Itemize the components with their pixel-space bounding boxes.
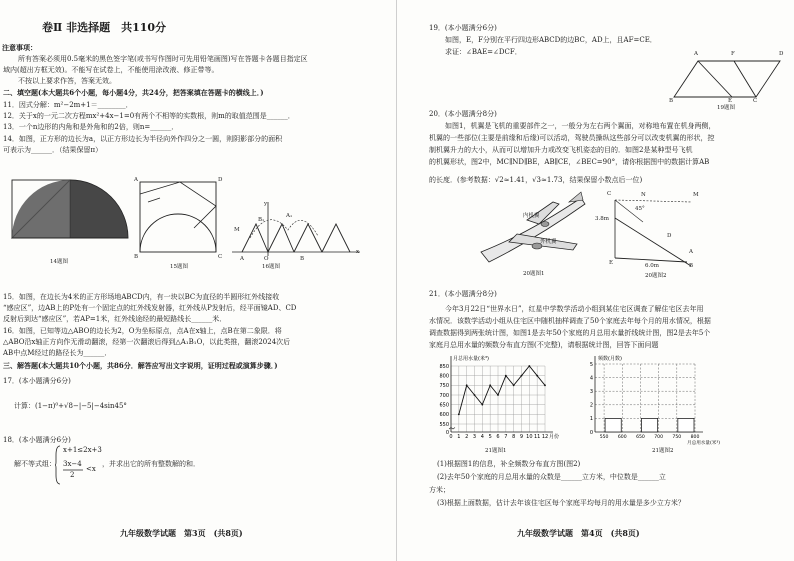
fig20-2-label-length-2: 6.0m: [645, 263, 659, 269]
y-axis-label: 频数(月数): [598, 356, 622, 362]
histogram-bar: [678, 418, 694, 432]
fig19-label-e: E: [728, 98, 733, 104]
question-17-title: 17．(本小题满分6分): [3, 377, 71, 385]
fig19-label-f: F: [731, 51, 735, 57]
question-15-line-3: 反射后到达“感应区”，若AP=1米，红外线途经的最短路线长______米．: [3, 315, 227, 323]
question-21-part-2-cont: 方米；: [429, 486, 450, 494]
notes-line-1: 所有答案必须用0.5毫米的黑色签字笔(或书写作图时可先用铅笔画图)写在答题卡各题目指定区: [18, 55, 308, 63]
fig20-2-label-m: M: [693, 192, 699, 198]
fig20-2-label-length-1: 3.8m: [595, 216, 609, 222]
data-point: [536, 375, 538, 377]
notes-title: 注意事项：: [2, 43, 37, 52]
section-2-title: 二、填空题(本大题共6个小题，每小题4分，共24分，把答案填在答题卡的横线上．): [3, 88, 264, 97]
figure-20-1-caption: 20题图1: [523, 271, 545, 277]
question-19-line-2: 求证：∠BAE=∠DCF．: [445, 48, 522, 56]
fig16-label-a: A: [240, 256, 244, 262]
section-3-title: 三、解答题(本大题共10个小题，共86分．解答应写出文字说明，证明过程或演算步骤．): [3, 361, 278, 370]
y-tick-label: 800: [439, 373, 449, 380]
y-tick-label: 2: [589, 402, 593, 409]
y-axis-label: 月总用水量(米³): [453, 356, 489, 362]
question-21-part-3: (3)根据上面数据，估计去年该住宅区每个家庭平均每月的用水量是多少立方米？: [437, 499, 685, 507]
fig15-label-d: D: [218, 177, 223, 183]
y-tick-label: 650: [439, 402, 449, 409]
y-tick-label: 0: [445, 429, 449, 436]
x-tick-label: 750: [672, 435, 682, 440]
fig20-label-outer-wing: 外机翼: [540, 239, 557, 245]
fig20-2-label-n: N: [641, 192, 646, 198]
page-4-footer: 九年级数学试题 第4页 (共8页): [517, 528, 640, 538]
data-point: [474, 394, 476, 396]
fig15-label-b: B: [134, 254, 139, 260]
fig20-2-label-c: C: [607, 191, 612, 197]
data-point: [466, 384, 468, 386]
x-tick-label: 2: [465, 434, 469, 440]
fig16-label-b: B: [300, 256, 305, 262]
question-21-title: 21．(本小题满分8分): [429, 290, 497, 298]
data-point: [497, 394, 499, 396]
question-18-title: 18．(本小题满分6分): [3, 436, 71, 444]
x-tick-label: 800: [690, 435, 700, 440]
data-point: [481, 404, 483, 406]
x-tick-label: 8: [512, 434, 516, 440]
fig19-label-b: B: [669, 98, 674, 104]
inequality-fraction-numerator: 3x−4: [63, 460, 82, 468]
figure-15-caption: 15题图: [170, 264, 188, 270]
fig20-2-label-degree: 45°: [635, 206, 645, 212]
question-14-line-2: 可表示为______．（结果保留π）: [3, 146, 103, 154]
question-21-line-1: 今年3月22日“世界水日”，红星中学数学活动小组到某住宅区调查了解住宅区去年用: [445, 305, 704, 313]
x-axis-label: 月总用水量(米³): [687, 441, 720, 446]
figure-20-2-wing-diagram: [607, 196, 707, 270]
question-16-line-2: △ABO沿x轴正方向作无滑动翻滚，经第一次翻滚后得到△A₁B₁O，以此类推，翻滚2024次后: [3, 338, 291, 346]
x-tick-label: 12: [541, 434, 549, 440]
question-14-line-1: 14．如图，正方形的边长为a，以正方形边长为半径向外作四分之一圆，则阴影部分的面积: [3, 135, 283, 143]
figure-15-diagram: [134, 178, 234, 260]
fig20-2-label-d: D: [667, 233, 672, 239]
x-tick-label: 1: [457, 434, 461, 440]
x-tick-label: 700: [654, 435, 664, 440]
axis-break-mark: [449, 428, 455, 430]
x-tick-label: 650: [636, 435, 645, 440]
x-tick-label: 600: [617, 435, 627, 440]
figure-14-diagram: [10, 170, 130, 254]
data-point: [513, 384, 515, 386]
fig20-2-label-a: A: [689, 249, 693, 255]
fig16-label-x: x: [356, 249, 360, 255]
y-tick-label: 0: [589, 429, 593, 436]
question-20-title: 20．(本小题满分8分): [429, 110, 497, 118]
fig19-label-c: C: [753, 98, 758, 104]
question-18-lead: 解不等式组：: [14, 460, 56, 468]
question-12: 12．关于x的一元二次方程mx²+4x−1=0有两个不相等的实数根，则m的取值范围是______．: [3, 112, 295, 120]
histogram-bar: [605, 418, 621, 432]
question-20-line-4: 的机翼形状，图2中，MC∥ND∥BE，AB∥CE，∠BEC=90°，请你根据图中的数据计算AB: [429, 158, 710, 166]
question-15-line-1: 15．如图，在边长为4米的正方形场地ABCD内，有一块以BC为直径的半圆形红外线接收: [3, 293, 280, 301]
part-header: 卷Ⅱ 非选择题 共110分: [42, 21, 167, 34]
fig19-label-d: D: [779, 51, 784, 57]
x-tick-label: 5: [488, 434, 492, 440]
question-20-line-3: 制机翼升力的大小，从而可以增加升力或改变飞机姿态的目的．如图2是某种型号飞机: [429, 146, 693, 154]
inequality-brace: [55, 445, 61, 485]
y-tick-label: 1: [589, 416, 593, 423]
page-3-footer: 九年级数学试题 第3页 (共8页): [120, 528, 243, 538]
question-21-line-4: 家庭月总用水量的频数分布直方图(不完整)，请根据统计图，回答下面问题: [429, 341, 659, 349]
data-point: [505, 375, 507, 377]
question-17-body: 计算：(1−π)⁰+√8−|−5|−4sin45°: [14, 402, 127, 410]
fig15-label-c: C: [218, 254, 223, 260]
data-point: [528, 365, 530, 367]
question-16-line-1: 16．如图，已知等边△ABO的边长为2，O为坐标原点，点A在x轴上，点B在第二象限．将: [3, 327, 282, 335]
question-20-line-5: 的长度．(参考数据：√2≈1.41，√3≈1.73，结果保留小数点后一位): [429, 176, 643, 184]
inequality-line-1: x+1≤2x+3: [63, 446, 102, 454]
fig15-label-a: A: [134, 177, 138, 183]
x-tick-label: 9: [519, 434, 524, 440]
question-19-line-1: 如图，E，F分别在平行四边形ABCD的边BC，AD上，且AF=CE．: [445, 36, 657, 44]
fig20-2-label-b: B: [689, 263, 694, 269]
exam-page-4: [397, 0, 794, 561]
x-axis-label: 月份: [549, 434, 560, 440]
figure-14-caption: 14题图: [50, 259, 68, 265]
question-21-line-3: 调查数据得到两张统计图，如图1是去年50个家庭的月总用水量折线统计图，图2是去年5个: [429, 329, 711, 337]
notes-line-2: 域内(超出方框无效)。不能写在试卷上，不能使用涂改液、修正带等。: [3, 66, 219, 74]
figure-16-diagram: [232, 200, 362, 260]
fig16-label-o: O: [264, 256, 269, 262]
data-point: [544, 384, 546, 386]
fig16-label-m: M: [234, 227, 240, 233]
fig19-label-a: A: [694, 51, 698, 57]
inequality-relation: <x: [86, 465, 96, 473]
figure-20-1-airplane: [477, 190, 587, 268]
data-point: [458, 413, 460, 415]
y-tick-label: 3: [589, 389, 593, 395]
histogram-bar: [641, 418, 657, 432]
y-tick-label: 750: [439, 383, 449, 390]
question-19-title: 19．(本小题满分6分): [429, 24, 497, 32]
question-11: 11．因式分解：m²−2m+1＝________．: [3, 101, 133, 109]
x-tick-label: 0: [449, 434, 453, 440]
question-13: 13．一个n边形的内角和是外角和的2倍，则n=______．: [3, 123, 179, 131]
fig16-label-y: y: [264, 201, 268, 207]
question-20-line-2: 机翼的一些部位(主要是前缘和后缘)可以活动，驾驶员操纵这些部分可以改变机翼的形状，控: [429, 134, 715, 142]
x-tick-label: 10: [526, 434, 533, 440]
question-21-line-2: 水情况．该数学活动小组从住宅区中随机抽样调查了50个家庭去年每个月的用水情况，根据: [429, 317, 711, 325]
figure-21-2-histogram: [577, 352, 727, 444]
data-point: [521, 375, 523, 377]
series-line: [459, 366, 545, 414]
question-15-line-2: “感应区”，边AB上的P处有一个固定点的红外线发射器，红外线从P发射后，经平面镜AD、CD: [3, 304, 297, 312]
figure-21-1-line-chart: [427, 352, 577, 444]
figure-19-caption: 19题图: [717, 105, 735, 111]
y-tick-label: 550: [439, 421, 449, 428]
data-point: [489, 384, 491, 386]
x-tick-label: 11: [533, 434, 541, 440]
fig16-label-a1: A₁: [286, 213, 293, 219]
y-tick-label: 600: [439, 412, 449, 419]
x-tick-label: 4: [480, 434, 484, 440]
x-tick-label: 3: [472, 434, 477, 440]
question-18-tail: ，并求出它的所有整数解的和．: [102, 460, 200, 468]
figure-16-caption: 16题图: [262, 264, 280, 270]
figure-21-1-caption: 21题图1: [485, 448, 507, 454]
question-20-line-1: 如图1，机翼是飞机的重要部件之一，一般分为左右两个翼面，对称地布置在机身两侧，: [445, 122, 716, 130]
inequality-fraction-denominator: 2: [70, 471, 75, 479]
figure-20-2-caption: 20题图2: [645, 273, 667, 279]
y-tick-label: 700: [439, 392, 449, 399]
fig20-2-label-e: E: [609, 260, 614, 266]
notes-line-3: 不按以上要求作答，答案无效。: [18, 77, 116, 85]
fig16-label-b1: B₁: [258, 217, 265, 223]
fig20-label-inner-wing: 内机翼: [523, 213, 540, 219]
y-tick-label: 5: [589, 361, 593, 368]
question-21-part-2: (2)去年50个家庭的月总用水量的众数是______立方米，中位数是______立: [437, 473, 666, 481]
figure-21-2-caption: 21题图2: [652, 448, 674, 454]
y-tick-label: 4: [589, 375, 593, 382]
question-21-part-1: (1)根据图1的信息，补全频数分布直方图(图2): [437, 460, 581, 468]
x-tick-label: 6: [496, 434, 500, 440]
x-tick-label: 550: [599, 435, 609, 440]
question-16-line-3: AB中点M经过的路径长为______．: [3, 349, 112, 357]
x-tick-label: 7: [504, 434, 508, 440]
y-tick-label: 850: [439, 363, 449, 370]
